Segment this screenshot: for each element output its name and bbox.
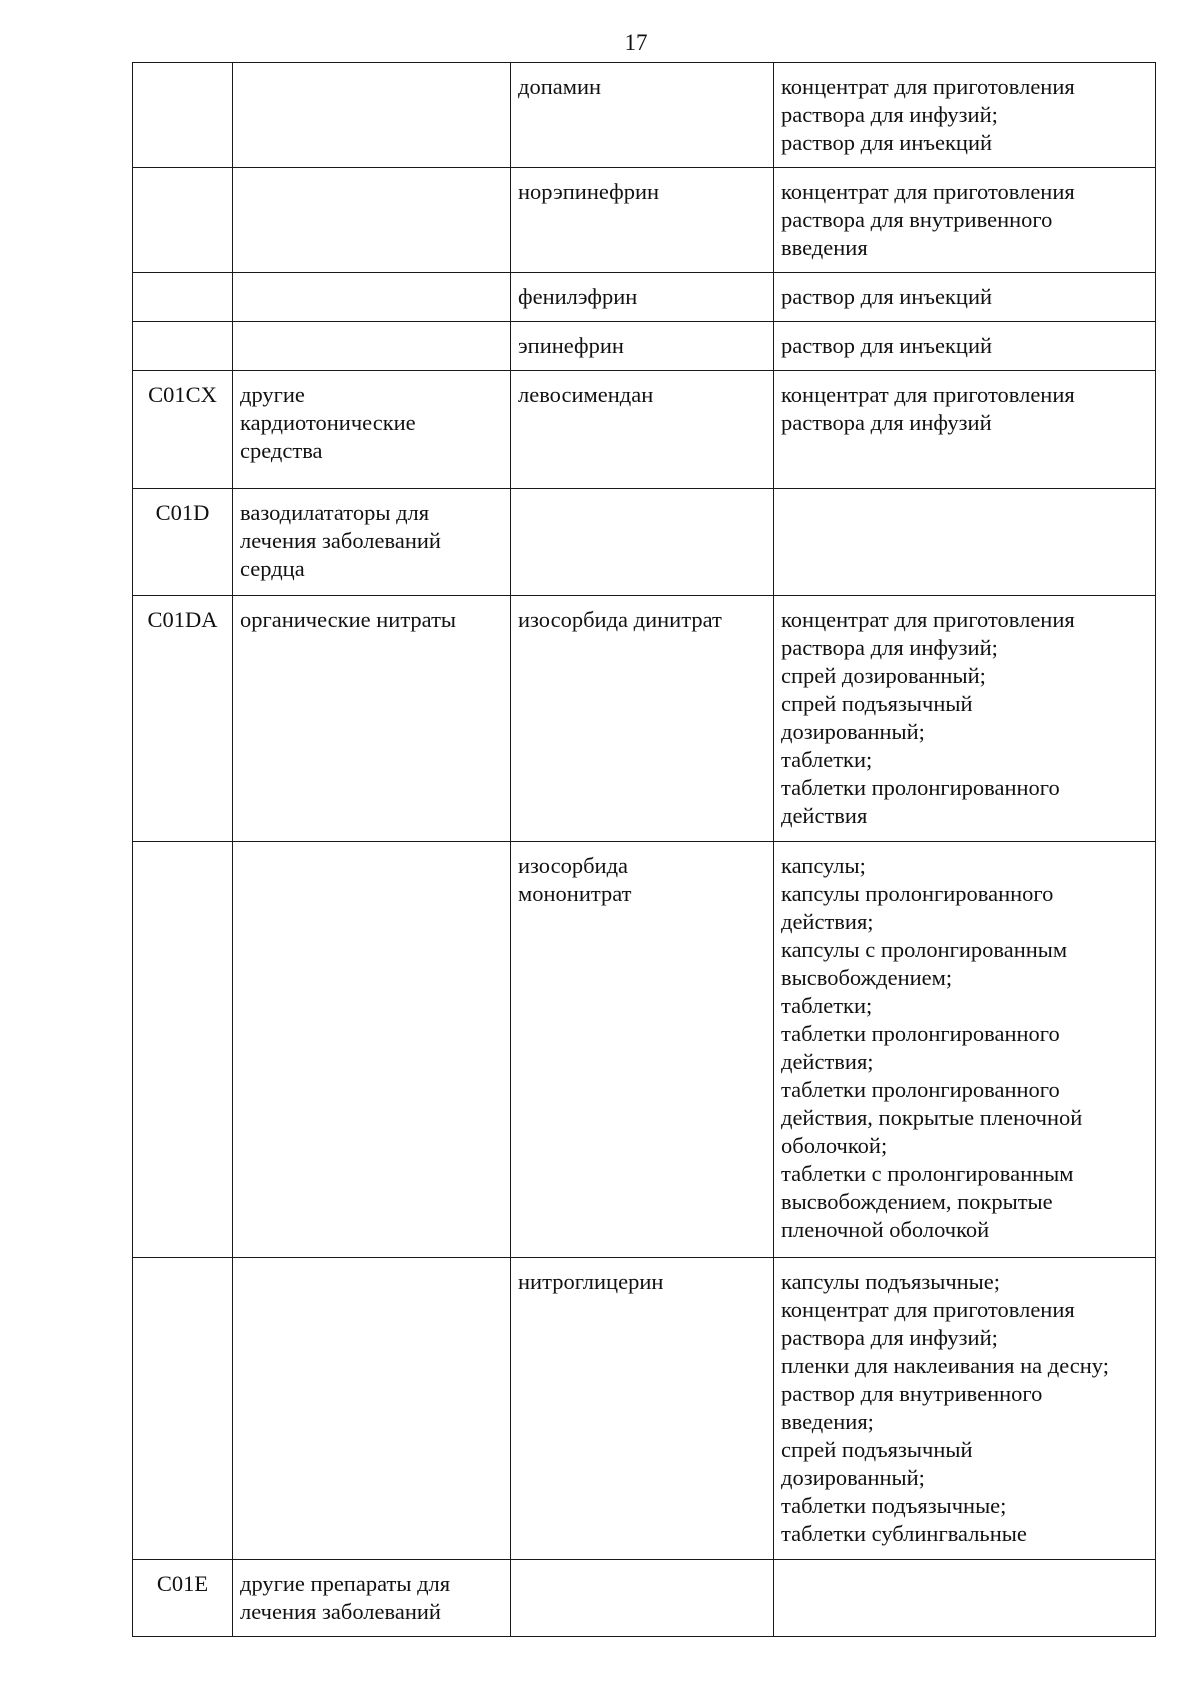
table-row xyxy=(133,273,1156,322)
table-row xyxy=(133,1560,1156,1637)
atc-code-cell: C01D xyxy=(133,489,233,596)
drug-name-cell: эпинефрин xyxy=(511,322,774,371)
page-number: 17 xyxy=(624,30,648,55)
dosage-form-cell: раствор для инъекций xyxy=(774,273,1156,322)
atc-code-cell xyxy=(133,322,233,371)
atc-code-cell xyxy=(133,168,233,273)
dosage-form-cell: концентрат для приготовления раствора для внутривенного введения xyxy=(774,168,1156,273)
atc-code-cell xyxy=(133,842,233,1258)
drug-name-cell: фенилэфрин xyxy=(511,273,774,322)
atc-code-cell xyxy=(133,1258,233,1560)
group-name-cell: другие кардиотонические средства xyxy=(233,371,511,489)
table-row xyxy=(133,489,1156,596)
table-row xyxy=(133,322,1156,371)
atc-code-cell: C01E xyxy=(133,1560,233,1637)
dosage-form-cell: концентрат для приготовления раствора для инфузий xyxy=(774,371,1156,489)
drug-table xyxy=(132,62,1156,1637)
dosage-form-cell xyxy=(774,1560,1156,1637)
group-name-cell xyxy=(233,63,511,168)
atc-code-cell: C01CX xyxy=(133,371,233,489)
group-name-cell xyxy=(233,273,511,322)
group-name-cell: вазодилататоры для лечения заболеваний сердца xyxy=(233,489,511,596)
group-name-cell xyxy=(233,1258,511,1560)
dosage-form-cell xyxy=(774,489,1156,596)
group-name-cell xyxy=(233,168,511,273)
group-name-cell: другие препараты для лечения заболеваний xyxy=(233,1560,511,1637)
atc-code-cell: C01DA xyxy=(133,596,233,842)
table-row xyxy=(133,1258,1156,1560)
atc-code-cell xyxy=(133,273,233,322)
drug-name-cell: изосорбида динитрат xyxy=(511,596,774,842)
table-row xyxy=(133,168,1156,273)
drug-name-cell: нитроглицерин xyxy=(511,1258,774,1560)
drug-name-cell: норэпинефрин xyxy=(511,168,774,273)
drug-name-cell: изосорбида мононитрат xyxy=(511,842,774,1258)
dosage-form-cell: концентрат для приготовления раствора для инфузий; раствор для инъекций xyxy=(774,63,1156,168)
group-name-cell xyxy=(233,322,511,371)
group-name-cell xyxy=(233,842,511,1258)
table-row xyxy=(133,842,1156,1258)
table-row xyxy=(133,596,1156,842)
dosage-form-cell: капсулы подъязычные; концентрат для приготовления раствора для инфузий; пленки для наклеивания на десну; раствор для внутривенного введения; спрей подъязычный дозированный; таблетки подъязычные; таблетки сублингвальные xyxy=(774,1258,1156,1560)
dosage-form-cell: концентрат для приготовления раствора для инфузий; спрей дозированный; спрей подъязычный дозированный; таблетки; таблетки пролонгированного действия xyxy=(774,596,1156,842)
drug-name-cell: допамин xyxy=(511,63,774,168)
table-row xyxy=(133,63,1156,168)
drug-name-cell xyxy=(511,1560,774,1637)
dosage-form-cell: раствор для инъекций xyxy=(774,322,1156,371)
atc-code-cell xyxy=(133,63,233,168)
dosage-form-cell: капсулы; капсулы пролонгированного действия; капсулы с пролонгированным высвобождением; таблетки; таблетки пролонгированного действия; таблетки пролонгированного действия, покрытые пленочной оболочкой; таблетки с пролонгированным высвобождением, покрытые пленочной оболочкой xyxy=(774,842,1156,1258)
group-name-cell: органические нитраты xyxy=(233,596,511,842)
drug-name-cell xyxy=(511,489,774,596)
drug-name-cell: левосимендан xyxy=(511,371,774,489)
table-row xyxy=(133,371,1156,489)
